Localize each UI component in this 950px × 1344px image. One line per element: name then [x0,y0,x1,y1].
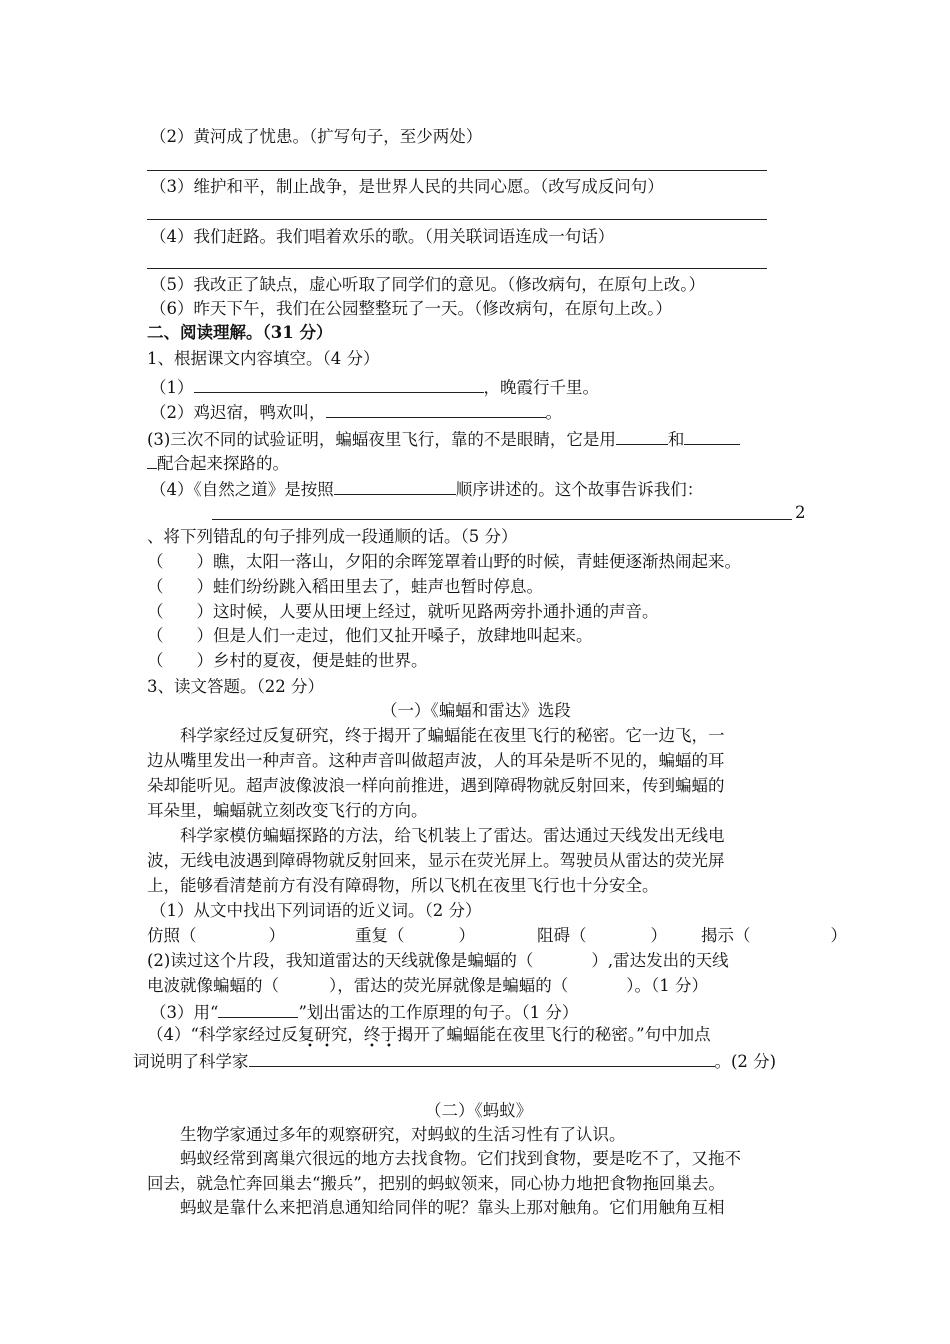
passage-1-line: 边从嘴里发出一种声音。这种声音叫做超声波，人的耳朵是听不见的，蝙蝠的耳 [147,751,725,770]
passage-1-line: 朵却能听见。超声波像波浪一样向前推进，遇到障碍物就反射回来，传到蝙蝠的 [147,776,725,795]
reading-title: 3、读文答题。（22 分） [147,677,324,696]
passage-1-line: 科学家经过反复研究，终于揭开了蝙蝠能在夜里飞行的秘密。它一边飞，一 [180,726,725,745]
fill-blank[interactable] [147,451,157,469]
fill-in-title: 1、根据课文内容填空。（4 分） [147,349,380,368]
passage-2-line: 生物学家通过多年的观察研究，对蚂蚁的生活习性有了认识。 [180,1125,626,1144]
reading-question-4: （4）“科学家经过反复研究，终于揭开了蝙蝠能在夜里飞行的秘密。”句中加点 [147,1025,711,1044]
question-6-correct: （6）昨天下午，我们在公园整整玩了一天。（修改病句，在原句上改。） [150,299,672,318]
passage-2-title: （二）《蚂蚁》 [425,1101,533,1120]
passage-1-line: 耳朵里，蝙蝠就立刻改变飞行的方向。 [147,801,428,820]
question-4-conjunction: （4）我们赶路。我们唱着欢乐的歌。（用关联词语连成一句话） [150,227,615,246]
question-3-rhetorical: （3）维护和平，制止战争，是世界人民的共同心愿。（改写成反问句） [150,177,664,196]
section-number-2: 2 [795,503,806,522]
ordering-item-5: （ ）乡村的夏夜，便是蛙的世界。 [147,651,428,670]
passage-1-title: （一）《蝙蝠和雷达》选段 [381,701,571,720]
fill-in-item-3: (3)三次不同的试验证明，蝙蝠夜里飞行，靠的不是眼睛，它是用 和 [147,427,740,451]
fill-in-item-4: （4）《自然之道》是按照 顺序讲述的。这个故事告诉我们： [150,477,703,501]
fill-blank[interactable] [249,1049,715,1067]
reading-question-3: （3）用“ ”划出雷达的工作原理的句子。（1 分） [150,1000,578,1024]
fill-in-item-1: （1） ，晚霞行千里。 [150,375,599,399]
reading-question-1: （1）从文中找出下列词语的近义词。（2 分） [150,901,482,920]
fill-blank[interactable] [326,400,546,418]
question-2-expand: （2）黄河成了忧患。（扩写句子，至少两处） [150,127,483,146]
underline-sample [218,1000,298,1018]
reading-question-2-cont: 电波就像蝙蝠的（ ），雷达的荧光屏就像是蝙蝠的（ ）。（1 分） [147,976,708,995]
passage-2-line: 蚂蚁经常到离巢穴很远的地方去找食物。它们找到食物，要是吃不了，又拖不 [180,1149,741,1168]
fill-blank[interactable] [194,375,484,393]
question-5-correct: （5）我改正了缺点，虚心听取了同学们的意见。（修改病句，在原句上改。） [150,275,705,294]
passage-1-line: 上，能够看清楚前方有没有障碍物，所以飞机在夜里飞行也十分安全。 [147,876,659,895]
answer-line [212,519,792,520]
ordering-item-1: （ ）瞧，太阳一落山，夕阳的余晖笼罩着山野的时候，青蛙便逐渐热闹起来。 [147,552,741,571]
emphasis-dot: • [386,1041,392,1052]
answer-line [147,268,767,269]
ordering-item-2: （ ）蛙们纷纷跳入稻田里去了，蛙声也暂时停息。 [147,577,543,596]
fill-blank[interactable] [334,477,456,495]
fill-in-item-3-cont: 配合起来探路的。 [147,451,289,475]
ordering-item-3: （ ）这时候，人要从田埂上经过，就听见路两旁扑通扑通的声音。 [147,602,659,621]
emphasis-dot: • [369,1041,375,1052]
reading-question-2: (2)读过这个片段，我知道雷达的天线就像是蝙蝠的（ ）,雷达发出的天线 [147,951,729,970]
synonym-row: 仿照（ ） 重复（ ） 阻碍（ ） 揭示（ ） [147,926,847,945]
passage-1-line: 波，无线电波遇到障碍物就反射回来，显示在荧光屏上。驾驶员从雷达的荧光屏 [147,851,725,870]
fill-blank[interactable] [616,427,668,445]
ordering-title: 、将下列错乱的句子排列成一段通顺的话。（5 分） [147,527,518,546]
section-heading-reading: 二、阅读理解。（31 分） [147,323,333,342]
passage-2-line: 回去，就急忙奔回巢去“搬兵”，把别的蚂蚁领来，同心协力地把食物拖回巢去。 [147,1174,725,1193]
ordering-item-4: （ ）但是人们一走过，他们又扯开嗓子，放肆地叫起来。 [147,626,593,645]
emphasis-dot: • [307,1041,313,1052]
fill-blank[interactable] [684,427,740,445]
answer-line [147,170,767,171]
passage-1-line: 科学家模仿蝙蝠探路的方法，给飞机装上了雷达。雷达通过天线发出无线电 [180,826,725,845]
fill-in-item-2: （2）鸡迟宿，鸭欢叫， 。 [150,400,562,424]
passage-2-line: 蚂蚁是靠什么来把消息通知给同伴的呢？靠头上那对触角。它们用触角互相 [180,1198,725,1217]
emphasis-dot: • [324,1041,330,1052]
answer-line [147,219,767,220]
reading-question-4-cont: 词说明了科学家 。(2 分) [133,1049,776,1073]
